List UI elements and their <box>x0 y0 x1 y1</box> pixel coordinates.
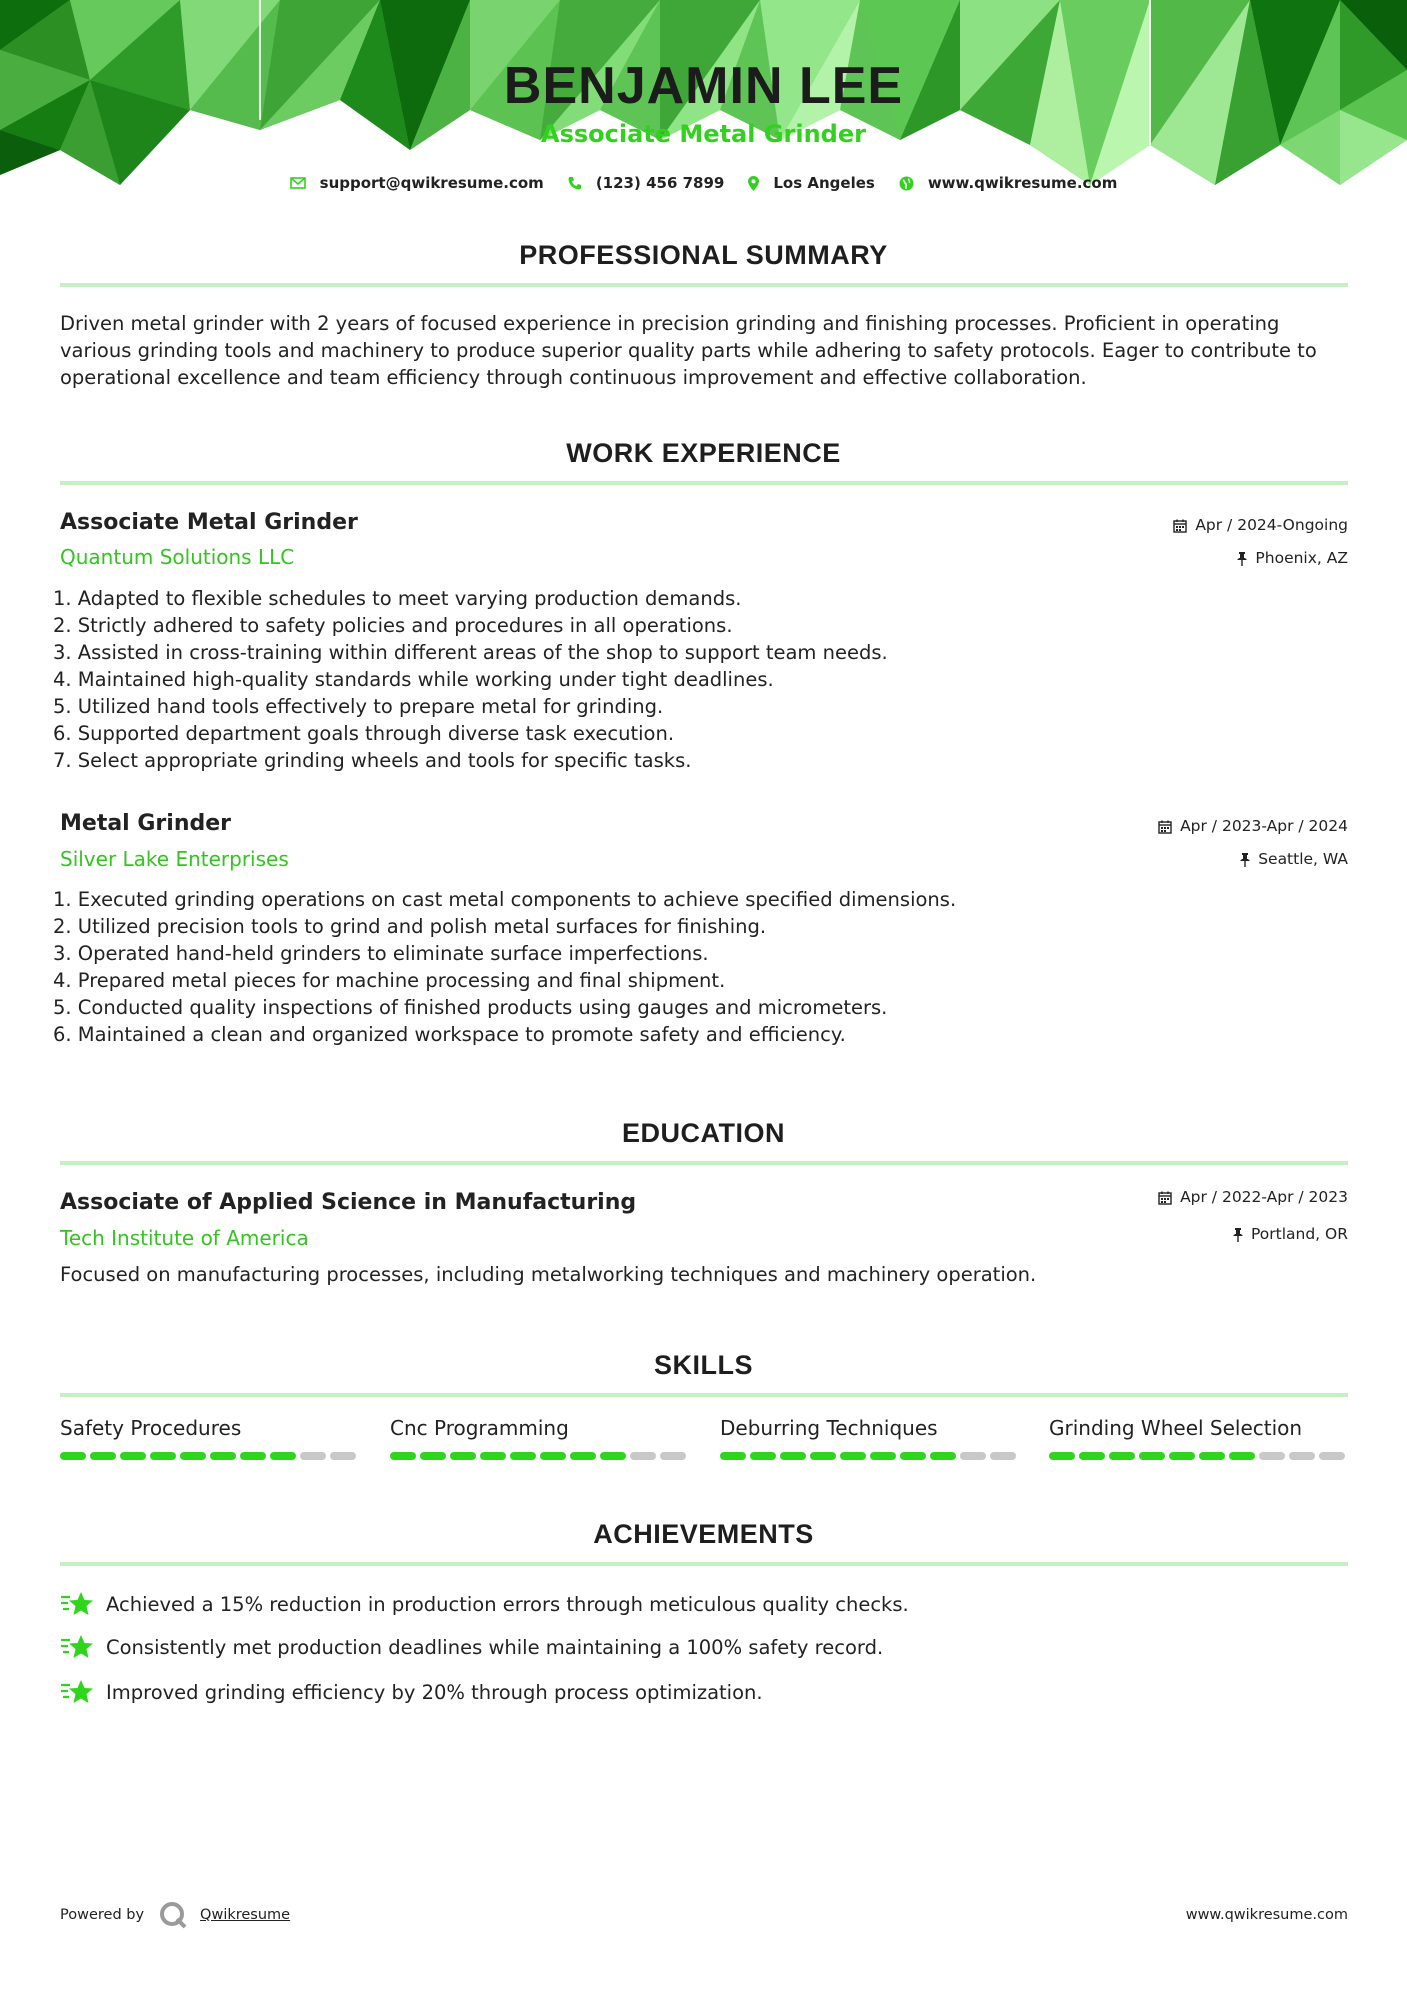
job-dates <box>1158 819 1348 835</box>
skill-name: Grinding Wheel Selection <box>1049 1416 1303 1440</box>
powered-by-label: Powered by <box>60 1907 145 1923</box>
job-title: Associate Metal Grinder <box>60 510 358 535</box>
list-item: 2. Utilized precision tools to grind and polish metal surfaces for finishing. <box>53 915 767 938</box>
candidate-title: Associate Metal Grinder <box>541 120 866 148</box>
skill-segment-empty <box>330 1452 356 1460</box>
skill-segment-filled <box>540 1452 566 1460</box>
contact-location <box>748 174 874 192</box>
education-description: Focused on manufacturing processes, including metalworking techniques and machinery operation. <box>60 1263 1037 1286</box>
star-icon <box>60 1633 94 1661</box>
achievement-item <box>60 1590 909 1618</box>
skill-segment-filled <box>420 1452 446 1460</box>
skill-segment-filled <box>1199 1452 1225 1460</box>
qwikresume-link[interactable]: Qwikresume <box>200 1907 291 1923</box>
contact-website-text: www.qwikresume.com <box>927 174 1118 192</box>
education-location-text: Portland, OR <box>1250 1225 1348 1243</box>
skill-segment-filled <box>270 1452 296 1460</box>
skill-item <box>1049 1418 1349 1460</box>
list-item: 7. Select appropriate grinding wheels and tools for specific tasks. <box>53 749 692 772</box>
candidate-name: BENJAMIN LEE <box>503 57 904 115</box>
education-school: Tech Institute of America <box>60 1226 309 1250</box>
skill-segment-filled <box>750 1452 776 1460</box>
job-dates-text: Apr / 2023-Apr / 2024 <box>1180 817 1348 835</box>
skill-segment-filled <box>240 1452 266 1460</box>
summary-divider <box>60 283 1348 287</box>
skill-segment-filled <box>390 1452 416 1460</box>
envelope-icon <box>290 177 306 189</box>
contact-phone[interactable] <box>568 174 725 192</box>
experience-heading: WORK EXPERIENCE <box>566 438 841 468</box>
skills-heading: SKILLS <box>653 1350 753 1380</box>
achievement-text: Improved grinding efficiency by 20% through process optimization. <box>106 1680 763 1704</box>
calendar-icon <box>1158 1191 1172 1205</box>
list-item: 4. Maintained high-quality standards while working under tight deadlines. <box>53 668 774 691</box>
education-heading: EDUCATION <box>622 1118 785 1148</box>
list-item: 1. Executed grinding operations on cast metal components to achieve specified dimensions. <box>53 888 957 911</box>
job-location-text: Seattle, WA <box>1258 850 1348 868</box>
list-item: 5. Conducted quality inspections of finished products using gauges and micrometers. <box>53 996 888 1019</box>
skill-level-bar <box>390 1452 690 1460</box>
skill-item <box>60 1418 360 1460</box>
skill-name: Cnc Programming <box>390 1416 569 1440</box>
list-item: 4. Prepared metal pieces for machine processing and final shipment. <box>53 969 726 992</box>
contact-website[interactable] <box>899 174 1118 192</box>
achievement-item <box>60 1633 883 1661</box>
skill-segment-empty <box>630 1452 656 1460</box>
skill-level-bar <box>60 1452 360 1460</box>
skill-segment-filled <box>570 1452 596 1460</box>
skill-segment-empty <box>660 1452 686 1460</box>
pushpin-icon <box>1233 1228 1243 1242</box>
skill-segment-filled <box>840 1452 866 1460</box>
education-dates-text: Apr / 2022-Apr / 2023 <box>1180 1188 1348 1206</box>
skill-segment-filled <box>1109 1452 1135 1460</box>
list-item: 3. Operated hand-held grinders to eliminate surface imperfections. <box>53 942 709 965</box>
skill-item <box>720 1418 1020 1460</box>
job-location-text: Phoenix, AZ <box>1255 549 1348 567</box>
skill-level-bar <box>1049 1452 1349 1460</box>
education-dates <box>1158 1190 1348 1206</box>
skill-segment-filled <box>810 1452 836 1460</box>
job-dates-text: Apr / 2024-Ongoing <box>1195 516 1348 534</box>
skill-segment-filled <box>1049 1452 1075 1460</box>
skill-segment-filled <box>720 1452 746 1460</box>
contact-email-text: support@qwikresume.com <box>319 174 544 192</box>
skill-segment-empty <box>990 1452 1016 1460</box>
job-dates <box>1173 518 1348 534</box>
map-pin-icon <box>748 176 759 191</box>
education-degree: Associate of Applied Science in Manufacturing <box>60 1190 637 1215</box>
summary-heading: PROFESSIONAL SUMMARY <box>519 240 888 270</box>
achievement-item <box>60 1678 763 1706</box>
skill-item <box>390 1418 690 1460</box>
achievement-text: Consistently met production deadlines while maintaining a 100% safety record. <box>106 1635 884 1659</box>
skill-segment-filled <box>1139 1452 1165 1460</box>
list-item: 6. Maintained a clean and organized workspace to promote safety and efficiency. <box>53 1023 846 1046</box>
skill-segment-empty <box>1289 1452 1315 1460</box>
footer-powered-by <box>60 1900 290 1930</box>
contact-email[interactable] <box>290 174 544 192</box>
skill-segment-filled <box>780 1452 806 1460</box>
footer-website[interactable]: www.qwikresume.com <box>1185 1907 1348 1923</box>
job-company: Silver Lake Enterprises <box>60 847 289 871</box>
skill-name: Safety Procedures <box>60 1416 242 1440</box>
contact-bar <box>0 174 1407 192</box>
summary-text: Driven metal grinder with 2 years of focused experience in precision grinding and finishing processes. Proficient in operating various grinding tools and machinery to produce superior quality parts while adhering to safety protocols. Eager to contribute to operational excellence and team efficiency through continuous improvement and effective collaboration. <box>60 312 1317 389</box>
achievements-divider <box>60 1562 1348 1566</box>
skill-segment-filled <box>90 1452 116 1460</box>
education-divider <box>60 1161 1348 1165</box>
qwikresume-logo-icon <box>158 1900 188 1930</box>
skill-segment-filled <box>600 1452 626 1460</box>
skill-segment-filled <box>210 1452 236 1460</box>
achievement-text: Achieved a 15% reduction in production errors through meticulous quality checks. <box>106 1592 909 1616</box>
list-item: 2. Strictly adhered to safety policies and procedures in all operations. <box>53 614 733 637</box>
education-location <box>1233 1227 1348 1243</box>
skill-segment-filled <box>1169 1452 1195 1460</box>
job-bullets <box>53 886 956 1048</box>
globe-icon <box>899 176 914 191</box>
job-location <box>1240 852 1348 868</box>
skill-segment-filled <box>1229 1452 1255 1460</box>
list-item: 3. Assisted in cross-training within different areas of the shop to support team needs. <box>53 641 888 664</box>
job-title: Metal Grinder <box>60 811 232 836</box>
skill-segment-filled <box>510 1452 536 1460</box>
skill-segment-filled <box>120 1452 146 1460</box>
experience-divider <box>60 481 1348 485</box>
phone-icon <box>568 176 582 190</box>
job-company: Quantum Solutions LLC <box>60 545 295 569</box>
star-icon <box>60 1678 94 1706</box>
skill-level-bar <box>720 1452 1020 1460</box>
skill-segment-empty <box>300 1452 326 1460</box>
pushpin-icon <box>1237 552 1247 566</box>
skill-segment-empty <box>960 1452 986 1460</box>
contact-phone-text: (123) 456 7899 <box>595 174 725 192</box>
list-item: 6. Supported department goals through diverse task execution. <box>53 722 675 745</box>
skill-segment-filled <box>180 1452 206 1460</box>
skill-segment-filled <box>1079 1452 1105 1460</box>
pushpin-icon <box>1240 853 1250 867</box>
calendar-icon <box>1158 820 1172 834</box>
skill-segment-filled <box>450 1452 476 1460</box>
list-item: 1. Adapted to flexible schedules to meet varying production demands. <box>53 587 742 610</box>
calendar-icon <box>1173 519 1187 533</box>
contact-location-text: Los Angeles <box>773 174 875 192</box>
skill-segment-filled <box>60 1452 86 1460</box>
skill-segment-filled <box>480 1452 506 1460</box>
achievements-heading: ACHIEVEMENTS <box>593 1519 814 1549</box>
skill-segment-empty <box>1259 1452 1285 1460</box>
skill-segment-filled <box>930 1452 956 1460</box>
skill-segment-filled <box>900 1452 926 1460</box>
job-bullets <box>53 585 888 774</box>
skill-segment-empty <box>1319 1452 1345 1460</box>
star-icon <box>60 1590 94 1618</box>
skill-segment-filled <box>870 1452 896 1460</box>
job-location <box>1237 551 1348 567</box>
skill-segment-filled <box>150 1452 176 1460</box>
skills-divider <box>60 1393 1348 1397</box>
list-item: 5. Utilized hand tools effectively to prepare metal for grinding. <box>53 695 664 718</box>
skill-name: Deburring Techniques <box>720 1416 938 1440</box>
